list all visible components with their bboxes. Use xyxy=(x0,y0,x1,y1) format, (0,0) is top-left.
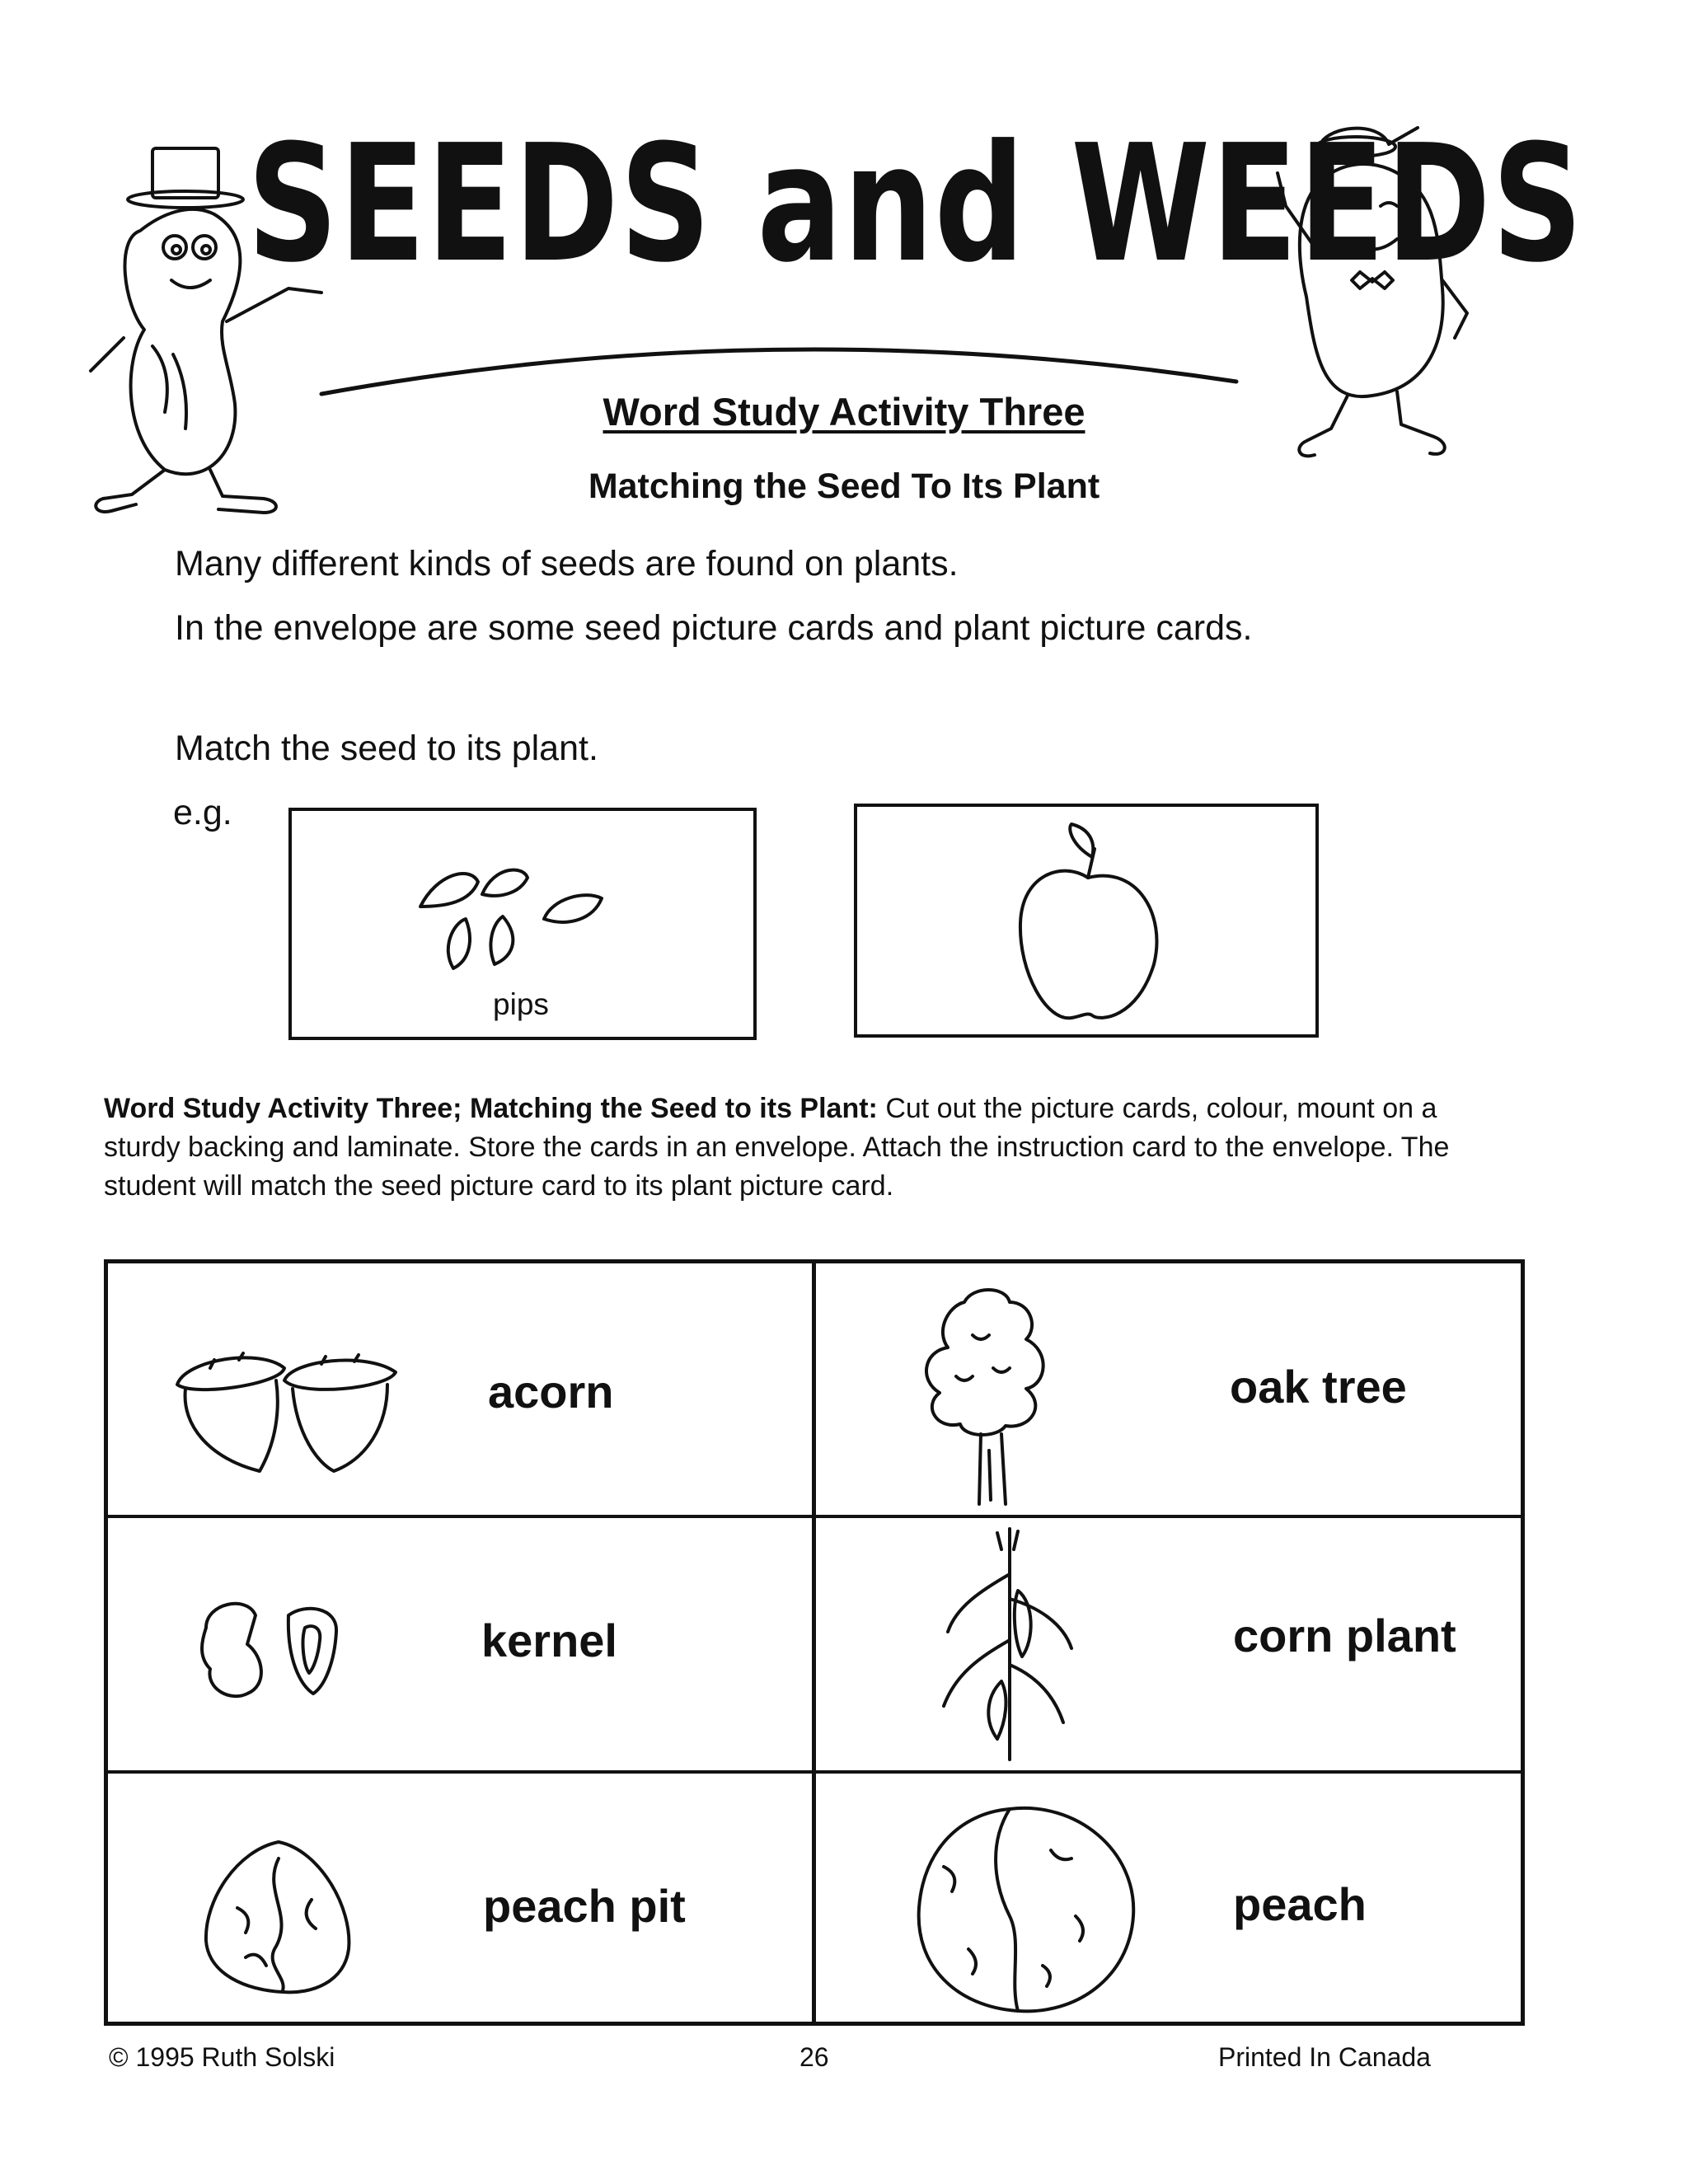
page-number: 26 xyxy=(799,2042,829,2072)
instructions-body: Cut out the picture cards, colour, mount on a sturdy backing and laminate. Store the cards in an envelope. Attach the instruction card to the envelope. The student will match the seed picture card to its plant picture card. xyxy=(104,1093,1450,1202)
card-label-oak-tree: oak tree xyxy=(1230,1361,1407,1413)
corn-plant-icon xyxy=(931,1525,1080,1764)
pips-icon xyxy=(404,857,618,981)
copyright: © 1995 Ruth Solski xyxy=(109,2042,335,2072)
apple-icon xyxy=(1006,824,1170,1030)
grid-divider-row-2 xyxy=(104,1770,1525,1774)
peach-pit-icon xyxy=(196,1834,361,1999)
intro-line-3: Match the seed to its plant. xyxy=(175,729,598,768)
card-label-kernel: kernel xyxy=(481,1615,617,1666)
grid-divider-row-1 xyxy=(104,1515,1525,1518)
intro-line-2: In the envelope are some seed picture cards and plant picture cards. xyxy=(175,608,1253,648)
pips-caption: pips xyxy=(493,987,549,1021)
example-label: e.g. xyxy=(173,793,232,832)
oak-tree-icon xyxy=(915,1286,1063,1508)
activity-title: Word Study Activity Three xyxy=(603,390,1085,434)
grid-divider-vertical xyxy=(812,1259,816,2026)
card-label-acorn: acorn xyxy=(488,1366,614,1418)
teacher-instructions xyxy=(104,1090,1456,1206)
peach-icon xyxy=(911,1801,1142,2019)
card-label-peach-pit: peach pit xyxy=(483,1880,686,1932)
card-label-corn-plant: corn plant xyxy=(1233,1610,1456,1661)
intro-line-1: Many different kinds of seeds are found on plants. xyxy=(175,544,959,583)
acorn-icon xyxy=(161,1335,408,1475)
activity-subtitle: Matching the Seed To Its Plant xyxy=(588,466,1100,506)
kernel-icon xyxy=(190,1595,354,1710)
instructions-lead: Word Study Activity Three; Matching the Seed to its Plant: xyxy=(104,1093,878,1124)
printed-in: Printed In Canada xyxy=(1218,2042,1431,2072)
banner-title: SEEDS and WEEDS xyxy=(247,110,1584,298)
card-label-peach: peach xyxy=(1233,1878,1367,1930)
